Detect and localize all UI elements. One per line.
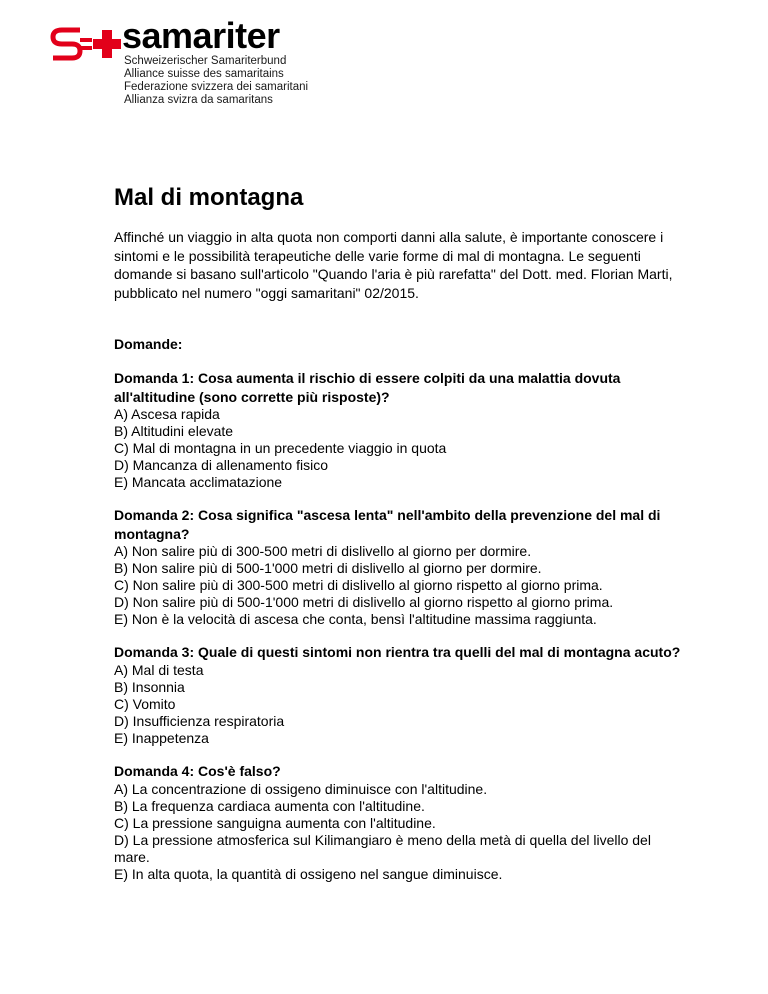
- answer-option: C) La pressione sanguigna aumenta con l'altitudine.: [114, 814, 436, 831]
- question-title: Domanda 3: Quale di questi sintomi non rientra tra quelli del mal di montagna acuto?: [114, 644, 681, 661]
- question-title: Domanda 2: Cosa significa "ascesa lenta" nell'ambito della prevenzione del mal di montagna?: [114, 507, 661, 542]
- logo-line-fr: Alliance suisse des samaritains: [124, 68, 284, 80]
- question-title: Domanda 1: Cosa aumenta il rischio di essere colpiti da una malattia dovuta all'altitudine (sono corrette più risposte)?: [114, 369, 621, 405]
- answer-option: E) Inappetenza: [114, 729, 209, 746]
- samariter-logo-mark: [50, 26, 124, 62]
- answer-option: C) Vomito: [114, 695, 176, 712]
- question-title: Domanda 4: Cos'è falso?: [114, 762, 281, 779]
- logo-subtitle: [124, 55, 308, 107]
- logo-line-rm: Allianza svizra da samaritans: [124, 94, 273, 106]
- question-2: [114, 506, 684, 628]
- logo-wordmark: samariter: [122, 15, 280, 56]
- answer-option: C) Non salire più di 300-500 metri di dislivello al giorno rispetto al giorno prima.: [114, 577, 603, 594]
- answer-option: D) Insufficienza respiratoria: [114, 712, 285, 729]
- answer-option: E) In alta quota, la quantità di ossigeno nel sangue diminuisce.: [114, 865, 503, 882]
- answer-option: E) Mancata acclimatazione: [114, 474, 283, 491]
- answer-option: A) La concentrazione di ossigeno diminuisce con l'altitudine.: [114, 780, 488, 797]
- logo-line-it: Federazione svizzera dei samaritani: [124, 81, 309, 93]
- logo-line-de: Schweizerischer Samariterbund: [124, 55, 287, 67]
- question-3: [114, 643, 684, 747]
- samariter-logo: [50, 14, 310, 104]
- answer-option: D) Mancanza di allenamento fisico: [114, 457, 328, 474]
- question-1: [114, 369, 684, 491]
- answer-option: D) Non salire più di 500-1'000 metri di dislivello al giorno rispetto al giorno prima.: [114, 594, 614, 611]
- answer-option: A) Ascesa rapida: [114, 406, 220, 423]
- answer-option: B) Insonnia: [114, 678, 185, 695]
- answer-option: C) Mal di montagna in un precedente viaggio in quota: [114, 440, 447, 457]
- page-title: Mal di montagna: [114, 184, 304, 211]
- question-4: [114, 762, 684, 883]
- answer-option: B) Non salire più di 500-1'000 metri di dislivello al giorno per dormire.: [114, 560, 542, 577]
- answer-option: B) Altitudini elevate: [114, 423, 234, 440]
- document-body: [114, 182, 684, 883]
- intro-paragraph: Affinché un viaggio in alta quota non comporti danni alla salute, è importante conoscere i sintomi e le possibilità terapeutiche delle varie forme di mal di montagna. Le seguenti domande si basano sull'articolo "Quando l'aria è più rarefatta" del Dott. med. Florian Marti, pubblicato nel numero "oggi samaritani" 02/2015.: [114, 229, 673, 301]
- answer-option: A) Non salire più di 300-500 metri di dislivello al giorno per dormire.: [114, 543, 532, 560]
- answer-option: D) La pressione atmosferica sul Kilimangiaro è meno della metà di quella del livello del mare.: [114, 831, 651, 865]
- answer-option: B) La frequenza cardiaca aumenta con l'altitudine.: [114, 797, 425, 814]
- questions-heading: Domande:: [114, 336, 183, 353]
- answer-option: E) Non è la velocità di ascesa che conta, bensì l'altitudine massima raggiunta.: [114, 611, 597, 628]
- answer-option: A) Mal di testa: [114, 661, 204, 678]
